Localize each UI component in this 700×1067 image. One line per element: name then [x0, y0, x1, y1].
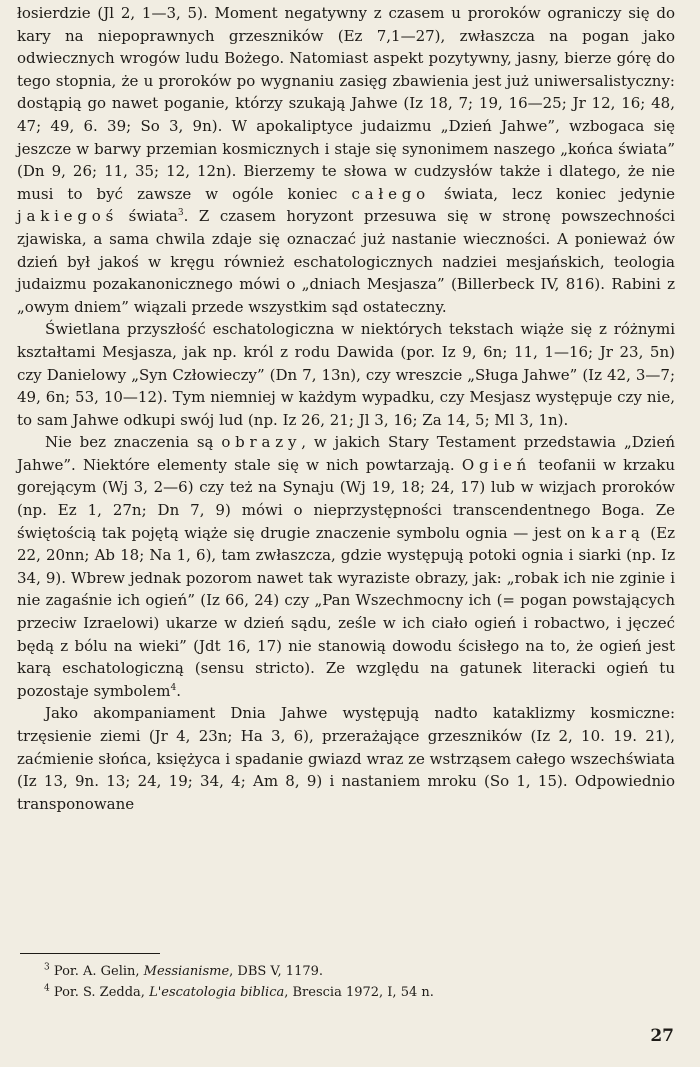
footnote-mark: 4: [44, 983, 50, 994]
footnotes: [22, 961, 672, 1003]
footnote-reference: 3: [177, 208, 184, 219]
footnote: [22, 982, 672, 1003]
italic-title: L'escatologia biblica: [149, 985, 285, 1000]
text-run: , w jakich Stary Testament przedstawia „Dzień Jahwe”. Niektóre elementy stale się w nich powtarzają.: [17, 433, 675, 474]
text-run: . Z czasem horyzont przesuwa się w stronę powszechności zjawiska, a sama chwila zdaje się oznaczać już nastanie wieczności. A ponieważ ów dzień był jakoś w kręgu również eschatologicznych nadziei mesjańskich, teologia judaizmu pozakanonicznego mówi o „dniach Mesjasza” (Billerbeck IV, 816). Rabini z „owym dniem” wiązali przede wszystkim sąd ostateczny.: [17, 207, 675, 316]
text-run: Świetlana przyszłość eschatologiczna w niektórych tekstach wiąże się z różnymi kształtami Mesjasza, jak np. król z rodu Dawida (por. Iz 9, 6n; 11, 1—16; Jr 23, 5n) czy Danielowy „Syn Człowieczy” (Dn 7, 13n), czy wreszcie „Sługa Jahwe” (Iz 42, 3—7; 49, 6n; 53, 10—12). Tym niemniej w każdym wypadku, czy Mesjasz występuje czy nie, to sam Jahwe odkupi swój lud (np. Iz 26, 21; Jl 3, 16; Za 14, 5; Ml 3, 1n).: [17, 320, 675, 429]
paragraph: [17, 431, 675, 702]
text-run: teofanii w krzaku gorejącym (Wj 3, 2—6) czy też na Synaju (Wj 19, 18; 24, 17) lub w wizjach proroków (np. Ez 1, 27n; Dn 7, 9) mówi o nieprzystępności transcendentnego Boga. Ze świętością tak pojętą wiąże się drugie znaczenie symbolu ognia — jest on: [17, 455, 675, 542]
paragraph: [17, 318, 675, 431]
italic-title: Messianisme: [143, 964, 230, 979]
spaced-emphasis: jakiegoś: [17, 207, 119, 226]
text-run: świata: [118, 207, 178, 226]
text-run: Jako akompaniament Dnia Jahwe występują nadto kataklizmy kosmiczne: trzęsienie ziemi (Jr 4, 23n; Ha 3, 6), przerażające grzeszników (Iz 2, 10. 19. 21), zaćmienie słońca, księżyca i spadanie gwiazd wraz ze wstrząsem całego wszechświata (Iz 13, 9n. 13; 24, 19; 34, 4; Am 8, 9) i nastaniem mroku (So 1, 15). Odpowiednio transponowane: [17, 704, 675, 813]
spaced-emphasis: obrazy: [221, 433, 302, 452]
spaced-emphasis: karą: [591, 523, 645, 542]
text-run: , Brescia 1972, I, 54 n.: [284, 985, 434, 1000]
text-run: (Ez 22, 20nn; Ab 18; Na 1, 6), tam zwłaszcza, gdzie występują potoki ognia i siarki (np. Iz 34, 9). Wbrew jednak pozorom nawet tak wyraziste obrazy, jak: „robak ich nie zginie i nie zagaśnie ich ogień” (Iz 66, 24) czy „Pan Wszechmocny ich (= pogan powstających przeciw Izraelowi) ukarze w dzień sądu, ześle w ich ciało ogień i robactwo, i jęczeć będą z bólu na wieki” (Jdt 16, 17) nie stanowią dowodu ścisłego na to, że ogień jest karą eschatologiczną (sensu stricto). Ze względu na gatunek literacki ogień tu pozostaje symbolem: [17, 523, 675, 700]
spaced-emphasis: całego: [351, 184, 430, 203]
body-text: [17, 2, 675, 815]
text-run: .: [176, 681, 181, 700]
footnote: [22, 961, 672, 982]
text-run: łosierdzie (Jl 2, 1—3, 5). Moment negatywny z czasem u proroków ograniczy się do kary na niepoprawnych grzeszników (Ez 7,1—27), zwłaszcza na pogan jako odwiecznych wrogów ludu Bożego. Natomiast aspekt pozytywny, jasny, bierze górę do tego stopnia, że u proroków po wygnaniu zasięg zbawienia jest już uniwersalistyczny: dostąpią go nawet poganie, którzy szukają Jahwe (Iz 18, 7; 19, 16—25; Jr 12, 16; 48, 47; 49, 6. 39; So 3, 9n). W apokaliptyce judaizmu „Dzień Jahwe”, wzbogaca się jeszcze w barwy przemian kosmicznych i staje się synonimem naszego „końca świata” (Dn 9, 26; 11, 35; 12, 12n). Bierzemy te słowa w cudzysłów także i dlatego, że nie musi to być zawsze w ogóle koniec: [17, 4, 675, 203]
paragraph: [17, 702, 675, 815]
text-run: Por. A. Gelin,: [53, 964, 144, 979]
spaced-emphasis: Ogień: [461, 455, 532, 474]
text-run: , DBS V, 1179.: [229, 964, 324, 979]
footnote-mark: 3: [44, 962, 50, 973]
footnote-reference: 4: [170, 682, 177, 693]
text-run: Nie bez znaczenia są: [45, 433, 222, 452]
footnote-separator: [20, 953, 160, 954]
text-run: Por. S. Zedda,: [53, 985, 150, 1000]
page-number: 27: [650, 1026, 674, 1046]
paragraph: [17, 2, 675, 318]
text-run: świata, lecz koniec jedynie: [430, 184, 675, 203]
